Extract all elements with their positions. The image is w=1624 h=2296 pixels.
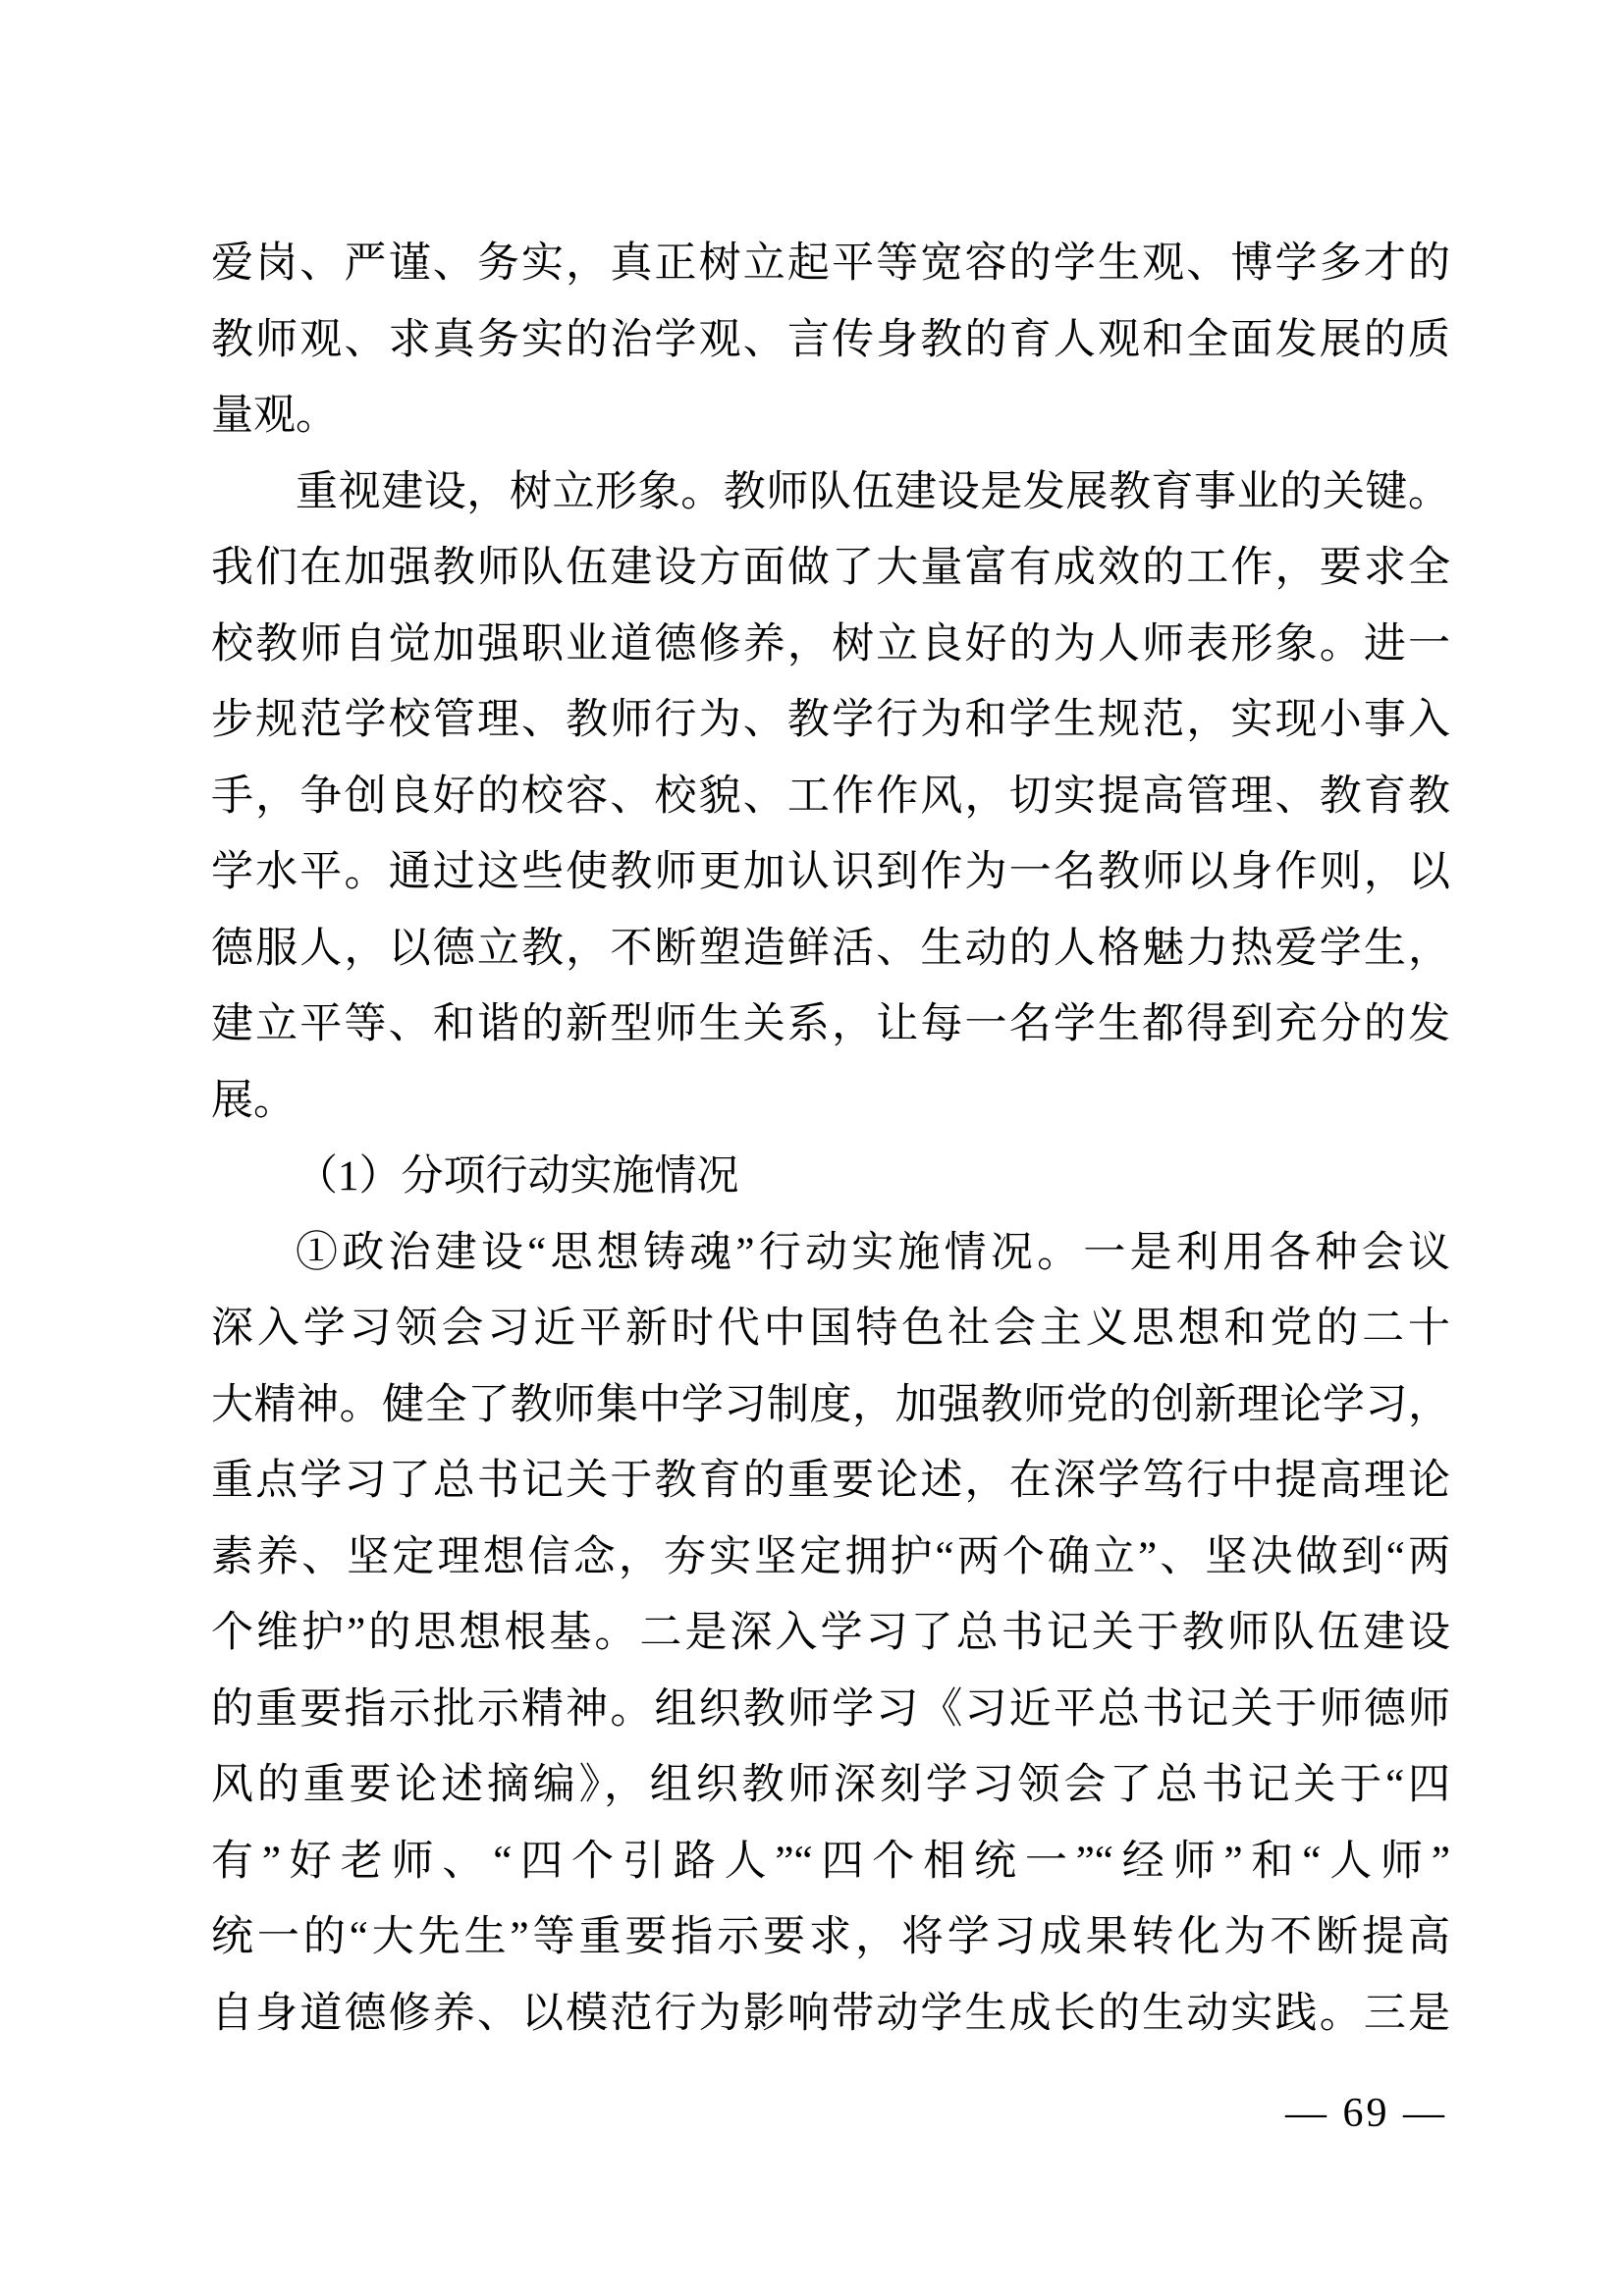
text-line: 校教师自觉加强职业道德修养，树立良好的为人师表形象。进一 xyxy=(211,620,1450,667)
text-line: 有”好老师、“四个引路人”“四个相统一”“经师”和“人师” xyxy=(211,1838,1450,1885)
text-line: 爱岗、严谨、务实，真正树立起平等宽容的学生观、博学多才的 xyxy=(211,240,1450,287)
text-line: 学水平。通过这些使教师更加认识到作为一名教师以身作则，以 xyxy=(211,849,1450,895)
text-line: 大精神。健全了教师集中学习制度，加强教师党的创新理论学习， xyxy=(211,1381,1450,1428)
text-line: 素养、坚定理想信念，夯实坚定拥护“两个确立”、坚决做到“两 xyxy=(211,1533,1450,1580)
text-line: 我们在加强教师队伍建设方面做了大量富有成效的工作，要求全 xyxy=(211,545,1450,591)
page-number: — 69 — xyxy=(1285,2091,1447,2136)
text-line: 的重要指示批示精神。组织教师学习《习近平总书记关于师德师 xyxy=(211,1685,1450,1733)
text-line: 建立平等、和谐的新型师生关系，让每一名学生都得到充分的发 xyxy=(211,1001,1450,1047)
text-line: （1）分项行动实施情况 xyxy=(296,1153,739,1200)
text-line: 重点学习了总书记关于教育的重要论述，在深学笃行中提高理论 xyxy=(211,1458,1450,1504)
text-line: 自身道德修养、以模范行为影响带动学生成长的生动实践。三是 xyxy=(211,1990,1450,2037)
text-line: 教师观、求真务实的治学观、言传身教的育人观和全面发展的质 xyxy=(211,316,1450,363)
text-line: 量观。 xyxy=(211,393,338,439)
text-line: 展。 xyxy=(211,1077,296,1124)
document-body xyxy=(211,226,1450,2052)
text-line: 步规范学校管理、教师行为、教学行为和学生规范，实现小事入 xyxy=(211,697,1450,743)
text-line: 风的重要论述摘编》，组织教师深刻学习领会了总书记关于“四 xyxy=(211,1762,1450,1808)
text-line: ①政治建设“思想铸魂”行动实施情况。一是利用各种会议 xyxy=(296,1229,1450,1276)
text-line: 重视建设，树立形象。教师队伍建设是发展教育事业的关键。 xyxy=(296,468,1450,515)
text-line: 个维护”的思想根基。二是深入学习了总书记关于教师队伍建设 xyxy=(211,1610,1450,1656)
text-line: 手，争创良好的校容、校貌、工作作风，切实提高管理、教育教 xyxy=(211,773,1450,820)
text-line: 统一的“大先生”等重要指示要求，将学习成果转化为不断提高 xyxy=(211,1914,1450,1960)
text-line: 深入学习领会习近平新时代中国特色社会主义思想和党的二十 xyxy=(211,1306,1450,1352)
text-line: 德服人，以德立教，不断塑造鲜活、生动的人格魅力热爱学生， xyxy=(211,925,1450,972)
